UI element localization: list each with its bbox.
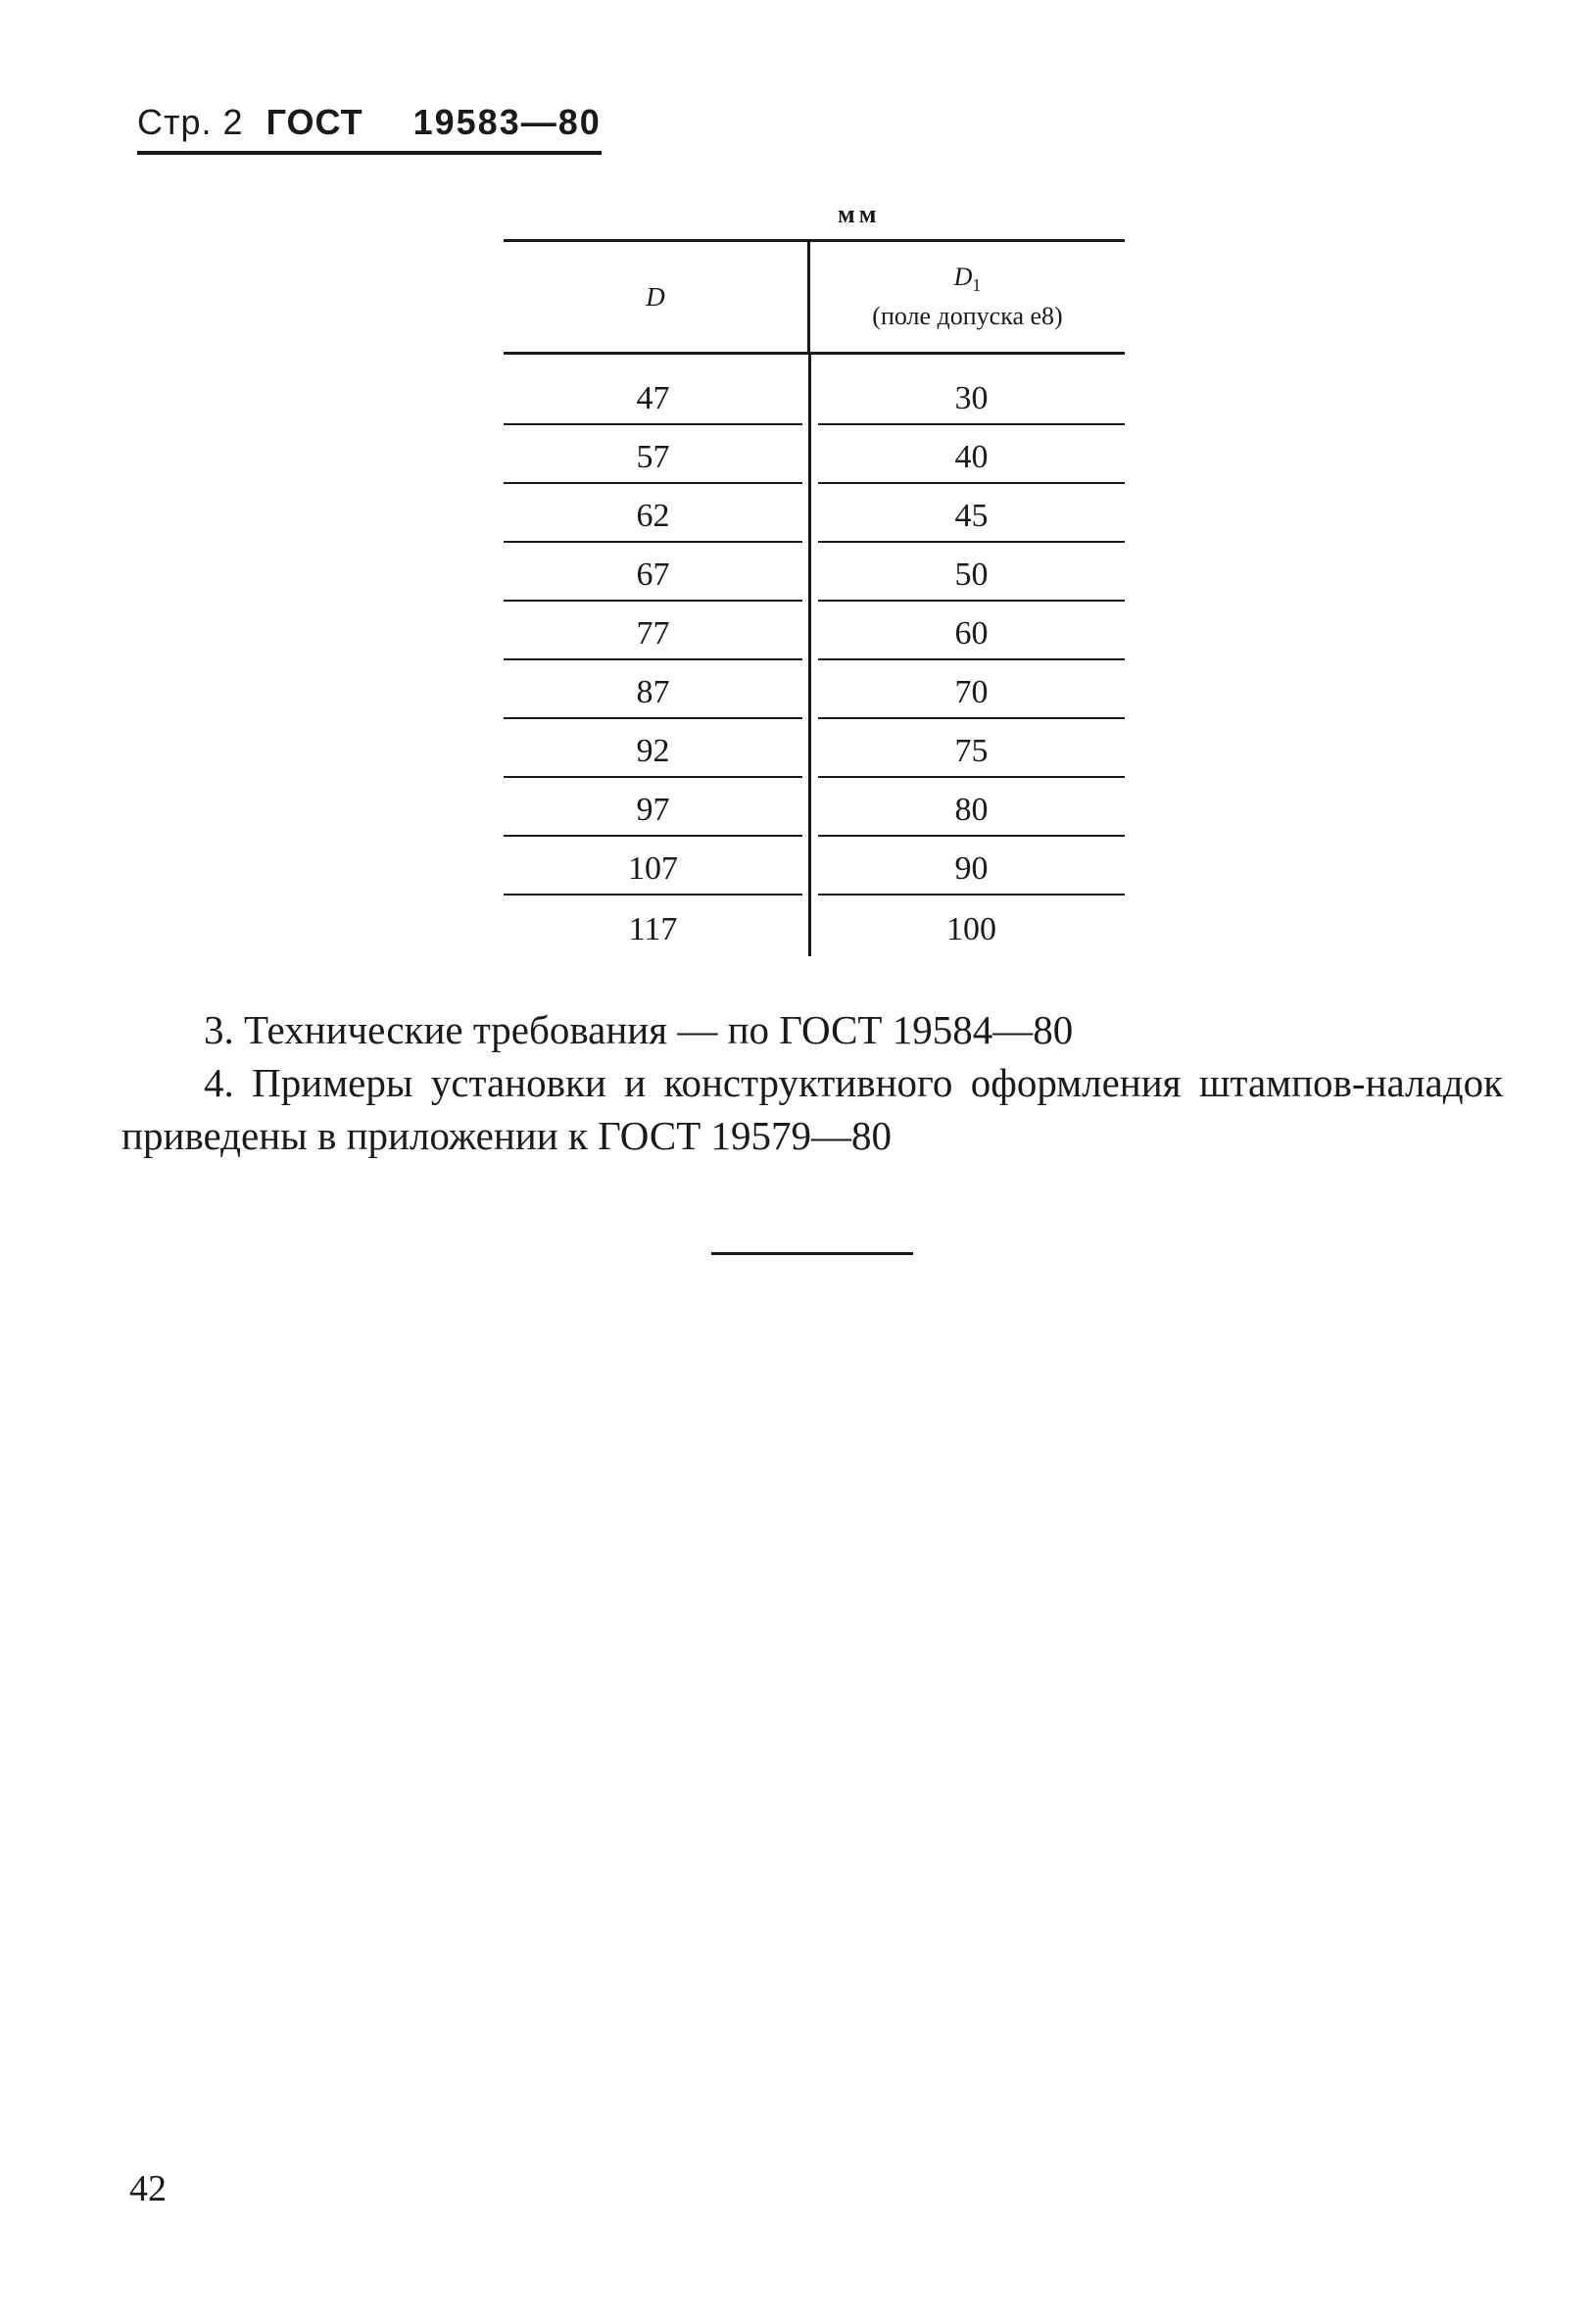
table-row xyxy=(504,543,1125,602)
cell-d: 87 xyxy=(504,668,802,719)
table-row xyxy=(504,484,1125,543)
column-header-d1 xyxy=(810,262,1125,332)
table-row xyxy=(504,778,1125,837)
cell-d: 47 xyxy=(504,374,802,425)
cell-d1: 45 xyxy=(818,492,1125,543)
column-header-d: D xyxy=(646,281,665,312)
table-row xyxy=(504,837,1125,896)
cell-d: 97 xyxy=(504,786,802,837)
dimensions-table xyxy=(504,239,1125,954)
column-separator xyxy=(808,355,811,956)
table-row xyxy=(504,896,1125,954)
cell-d1: 40 xyxy=(818,433,1125,484)
table-unit: мм xyxy=(838,200,881,228)
standard-label: ГОСТ xyxy=(266,102,363,142)
end-rule xyxy=(711,1252,913,1255)
cell-d: 57 xyxy=(504,433,802,484)
table-row xyxy=(504,660,1125,719)
cell-d1: 90 xyxy=(818,845,1125,896)
standard-number: 19583—80 xyxy=(412,102,602,142)
table-body xyxy=(504,355,1125,954)
cell-d1: 70 xyxy=(818,668,1125,719)
table-row xyxy=(504,719,1125,778)
cell-d: 92 xyxy=(504,727,802,778)
table-row xyxy=(504,425,1125,484)
page-label: Стр. 2 xyxy=(137,102,244,142)
table-row xyxy=(504,602,1125,660)
column-header-d1-symbol: D xyxy=(953,262,973,291)
paragraph-item-3: 3. Технические требования — по ГОСТ 19584—80 xyxy=(204,1007,1074,1052)
column-header-d1-note: (поле допуска е8) xyxy=(872,302,1063,331)
cell-d1: 100 xyxy=(946,911,996,947)
cell-d1: 50 xyxy=(818,551,1125,602)
page-header xyxy=(137,102,602,155)
cell-d1: 60 xyxy=(818,609,1125,660)
page-number: 42 xyxy=(129,2168,167,2209)
cell-d1: 75 xyxy=(818,727,1125,778)
cell-d: 67 xyxy=(504,551,802,602)
cell-d: 107 xyxy=(504,845,802,896)
cell-d1: 80 xyxy=(818,786,1125,837)
table-row xyxy=(504,366,1125,425)
cell-d1: 30 xyxy=(818,374,1125,425)
cell-d: 117 xyxy=(628,911,678,947)
column-header-d1-subscript: 1 xyxy=(972,275,982,296)
paragraph-item-4: 4. Примеры установки и конструктивного оформления штампов-наладок приведены в приложении к ГОСТ 19579—80 xyxy=(121,1060,1503,1158)
cell-d: 62 xyxy=(504,492,802,543)
cell-d: 77 xyxy=(504,609,802,660)
table-header xyxy=(504,242,1125,352)
